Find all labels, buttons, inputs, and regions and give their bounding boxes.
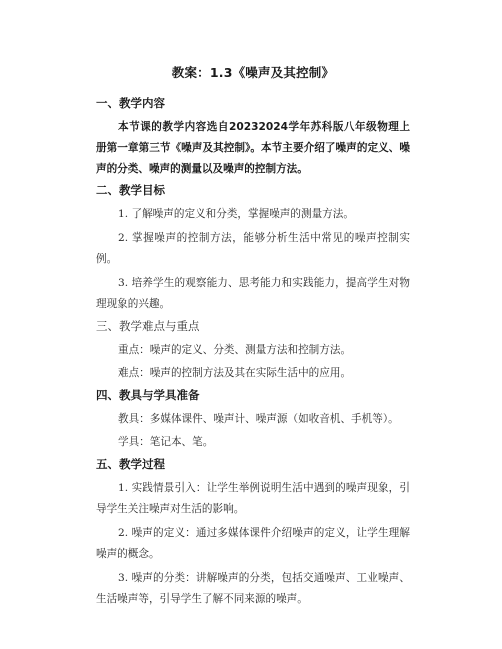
- material-item: 教具：多媒体课件、噪声计、噪声源（如收音机、手机等）。: [118, 412, 399, 425]
- key-point-item: 难点：噪声的控制方法及其在实际生活中的应用。: [118, 367, 352, 379]
- objective-item: 3. 培养学生的观察能力、思考能力和实践能力，提高学生对物理现象的兴趣。: [96, 276, 410, 310]
- section-heading-content: 一、教学内容: [96, 96, 165, 110]
- document-content: [96, 64, 410, 613]
- process-step-item: 3. 噪声的分类：讲解噪声的分类，包括交通噪声、工业噪声、生活噪声等，引导学生了解不同来源的噪声。: [96, 571, 410, 605]
- process-step-item: 2. 噪声的定义：通过多媒体课件介绍噪声的定义，让学生理解噪声的概念。: [96, 526, 410, 560]
- objective-item: 2. 掌握噪声的控制方法，能够分析生活中常见的噪声控制实例。: [96, 231, 410, 265]
- section-body-content: 本节课的教学内容选自20232024学年苏科版八年级物理上册第一章第三节《噪声及其控制》。本节主要介绍了噪声的定义、噪声的分类、噪声的测量以及噪声的控制方法。: [96, 121, 410, 175]
- material-item: 学具：笔记本、笔。: [118, 436, 214, 448]
- section-heading-materials: 四、教具与学具准备: [96, 387, 200, 402]
- key-point-item: 重点：噪声的定义、分类、测量方法和控制方法。: [118, 343, 352, 356]
- section-heading-process: 五、教学过程: [96, 456, 165, 471]
- process-step-item: 1. 实践情景引入：让学生举例说明生活中遇到的噪声现象，引导学生关注噪声对生活的影响。: [96, 481, 410, 515]
- document-title: 教案：1.3《噪声及其控制》: [171, 65, 335, 80]
- section-heading-key-points: 三、教学难点与重点: [96, 318, 200, 333]
- objective-item: 1. 了解噪声的定义和分类，掌握噪声的测量方法。: [118, 208, 354, 220]
- section-heading-objectives: 二、教学目标: [96, 183, 165, 197]
